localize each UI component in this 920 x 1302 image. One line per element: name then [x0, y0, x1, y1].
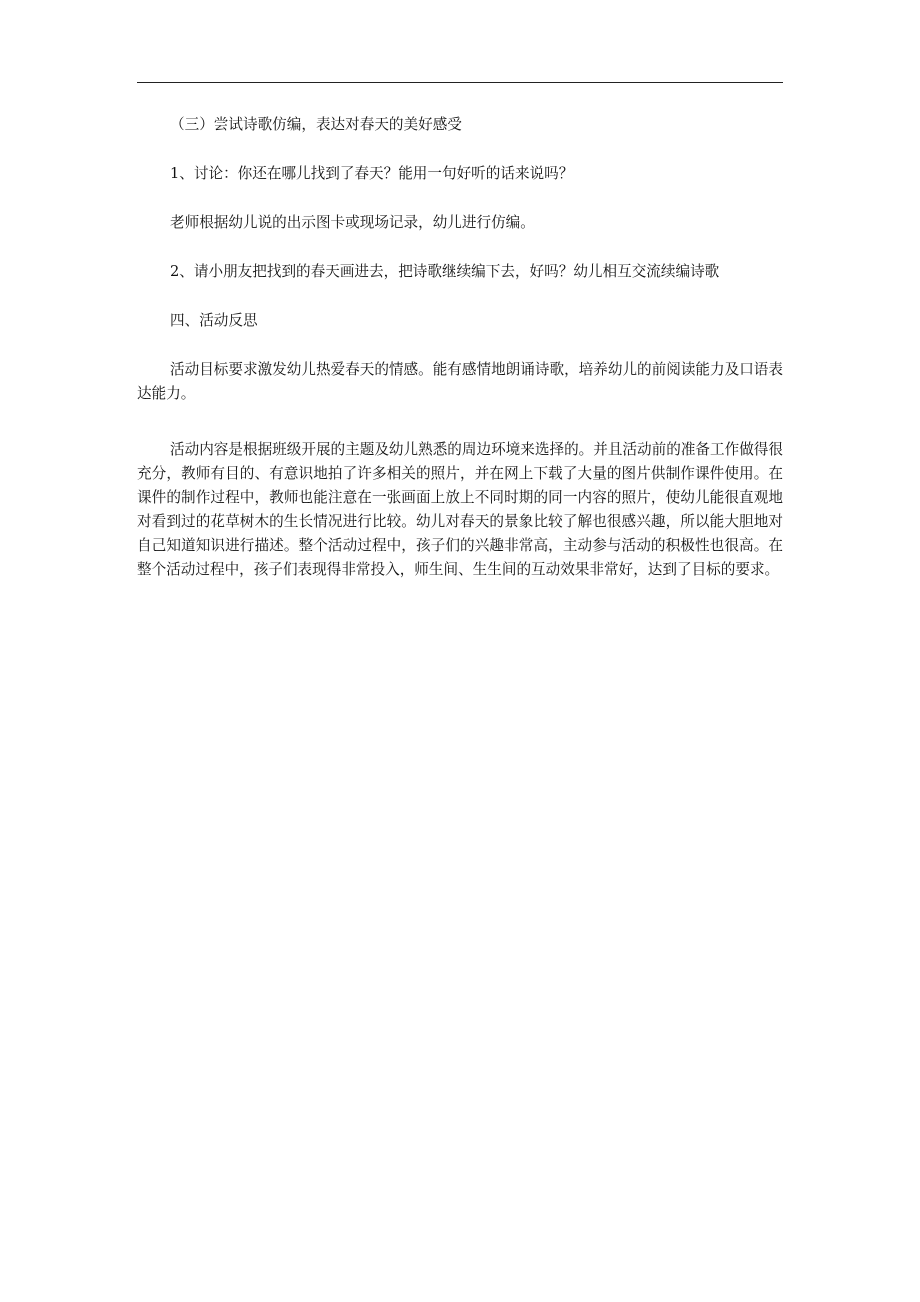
header-rule: [137, 82, 783, 83]
section-heading-reflection: 四、活动反思: [170, 312, 258, 329]
discussion-item-2: 2、请小朋友把找到的春天画进去，把诗歌继续编下去，好吗？幼儿相互交流续编诗歌: [170, 263, 720, 280]
section-heading-poem-adaptation: （三）尝试诗歌仿编，表达对春天的美好感受: [170, 116, 462, 133]
teacher-instruction: 老师根据幼儿说的出示图卡或现场记录，幼儿进行仿编。: [170, 214, 535, 231]
discussion-item-1: 1、讨论：你还在哪儿找到了春天？能用一句好听的话来说吗？: [170, 165, 574, 182]
reflection-paragraph-goals: 活动目标要求激发幼儿热爱春天的情感。能有感情地朗诵诗歌，培养幼儿的前阅读能力及口语表达能力。: [137, 361, 783, 402]
reflection-paragraph-content: 活动内容是根据班级开展的主题及幼儿熟悉的周边环境来选择的。并且活动前的准备工作做得很充分，教师有目的、有意识地拍了许多相关的照片，并在网上下载了大量的图片供制作课件使用。在课件的制作过程中，教师也能注意在一张画面上放上不同时期的同一内容的照片，使幼儿能很直观地对看到过的花草树木的生长情况进行比较。幼儿对春天的景象比较了解也很感兴趣，所以能大胆地对自己知道知识进行描述。整个活动过程中，孩子们的兴趣非常高，主动参与活动的积极性也很高。在整个活动过程中，孩子们表现得非常投入，师生间、生生间的互动效果非常好，达到了目标的要求。: [137, 441, 783, 578]
document-body: [137, 113, 783, 582]
